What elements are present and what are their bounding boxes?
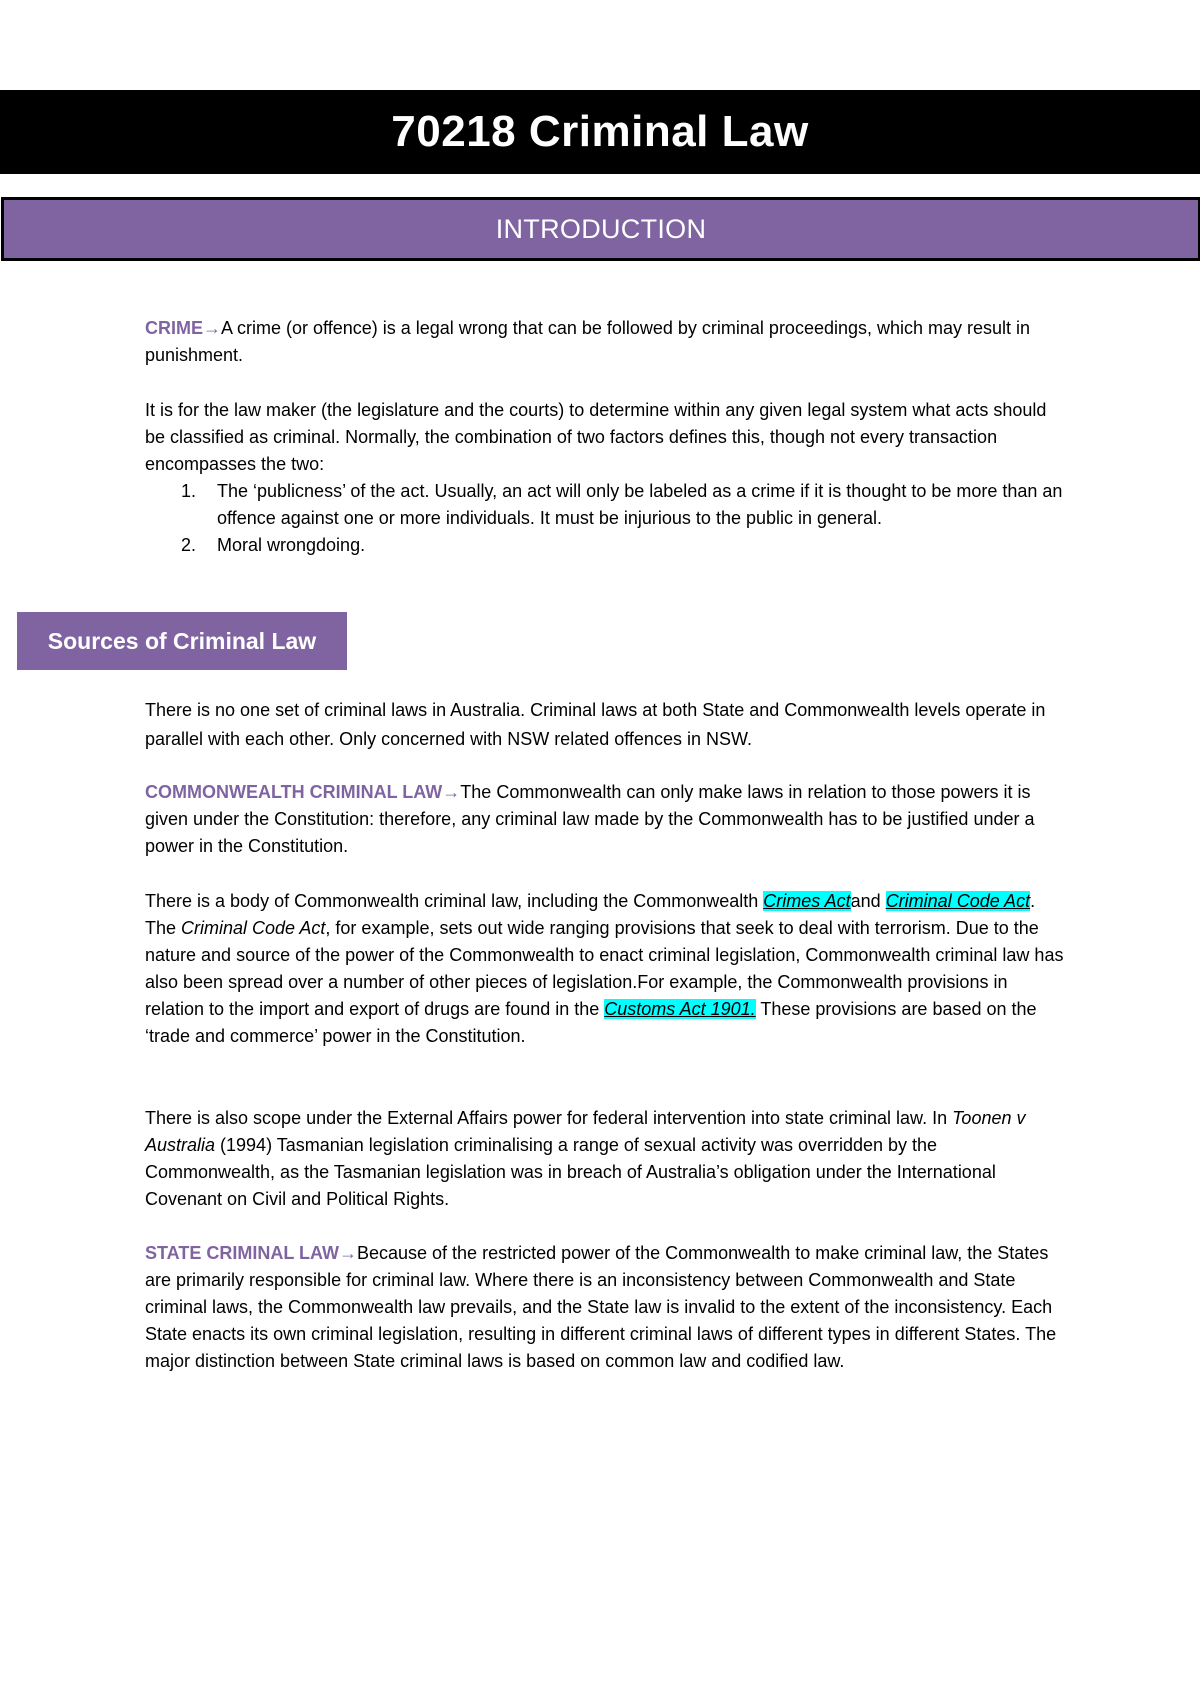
body-text: These provisions are based on the ‘trade and commerce’ power in the Constitution. xyxy=(145,999,1037,1046)
sources-heading: Sources of Criminal Law xyxy=(47,627,317,654)
list-item xyxy=(145,532,1065,559)
body-text: (1994) Tasmanian legislation criminalising a range of sexual activity was overridden by the Commonwealth, as the Tasmanian legislation was in breach of Australia’s obligation under the International Covenant on Civil and Political Rights. xyxy=(145,1135,996,1209)
arrow-icon: → xyxy=(338,1243,357,1263)
list-item-text: Moral wrongdoing. xyxy=(217,535,366,555)
law-maker-paragraph: It is for the law maker (the legislature and the courts) to determine within any given legal system what acts should be classified as criminal. Normally, the combination of two factors defines this, though not every transaction encompasses the two: xyxy=(145,400,1047,474)
arrow-icon: → xyxy=(442,782,461,802)
introduction-heading: INTRODUCTION xyxy=(495,213,707,244)
body-text: . The xyxy=(145,891,1036,938)
commonwealth-body-paragraph xyxy=(145,888,1065,1050)
commonwealth-text: The Commonwealth can only make laws in relation to those powers it is given under the Constitution: therefore, any criminal law made by the Commonwealth has to be justified under a power in the Constitution. xyxy=(145,782,1035,856)
introduction-banner xyxy=(1,197,1200,261)
crime-definition xyxy=(145,315,1065,369)
body-text: and xyxy=(850,891,886,911)
external-affairs-paragraph xyxy=(145,1105,1065,1213)
customs-act-highlight: Customs Act 1901. xyxy=(604,999,756,1019)
list-item-text: The ‘publicness’ of the act. Usually, an act will only be labeled as a crime if it is thought to be more than an offence against one or more individuals. It must be injurious to the public in general. xyxy=(217,481,1063,528)
body-text: There is a body of Commonwealth criminal law, including the Commonwealth xyxy=(145,891,764,911)
list-number: 1. xyxy=(181,481,197,501)
arrow-icon: → xyxy=(203,318,221,338)
title-banner xyxy=(0,90,1200,174)
criminal-code-act-highlight: Criminal Code Act xyxy=(885,891,1031,911)
page-title: 70218 Criminal Law xyxy=(391,107,809,156)
sources-heading-box xyxy=(17,612,347,670)
commonwealth-paragraph xyxy=(145,779,1065,860)
crime-keyword: CRIME xyxy=(145,318,203,338)
state-paragraph xyxy=(145,1240,1065,1375)
commonwealth-keyword: COMMONWEALTH CRIMINAL LAW xyxy=(145,782,443,802)
state-text: Because of the restricted power of the Commonwealth to make criminal law, the States are primarily responsible for criminal law. Where there is an inconsistency between Commonwealth and State criminal laws, the Commonwealth law prevails, and the State law is invalid to the extent of the inconsistency. Each State enacts its own criminal legislation, resulting in different criminal laws of different types in different States. The major distinction between State criminal laws is based on common law and codified law. xyxy=(145,1243,1057,1371)
sources-paragraph: There is no one set of criminal laws in Australia. Criminal laws at both State and Commonwealth levels operate in parallel with each other. Only concerned with NSW related offences in NSW. xyxy=(145,700,1046,749)
crime-definition-text: A crime (or offence) is a legal wrong that can be followed by criminal proceedings, which may result in punishment. xyxy=(145,318,1031,365)
list-item xyxy=(145,478,1065,532)
factors-list xyxy=(145,478,1065,559)
case-name: Toonen v Australia xyxy=(145,1108,1026,1155)
body-text: , for example, sets out wide ranging provisions that seek to deal with terrorism. Due to the nature and source of the power of the Commonwealth to enact criminal legislation, Commonwealth criminal law has also been spread over a number of other pieces of legislation.For example, the Commonwealth provisions in relation to the import and export of drugs are found in the xyxy=(145,918,1064,1019)
crimes-act-highlight: Crimes Act xyxy=(763,891,851,911)
list-number: 2. xyxy=(181,535,197,555)
state-keyword: STATE CRIMINAL LAW xyxy=(145,1243,339,1263)
body-text: There is also scope under the External Affairs power for federal intervention into state criminal law. In xyxy=(145,1108,953,1128)
criminal-code-act-reference: Criminal Code Act xyxy=(181,918,326,938)
